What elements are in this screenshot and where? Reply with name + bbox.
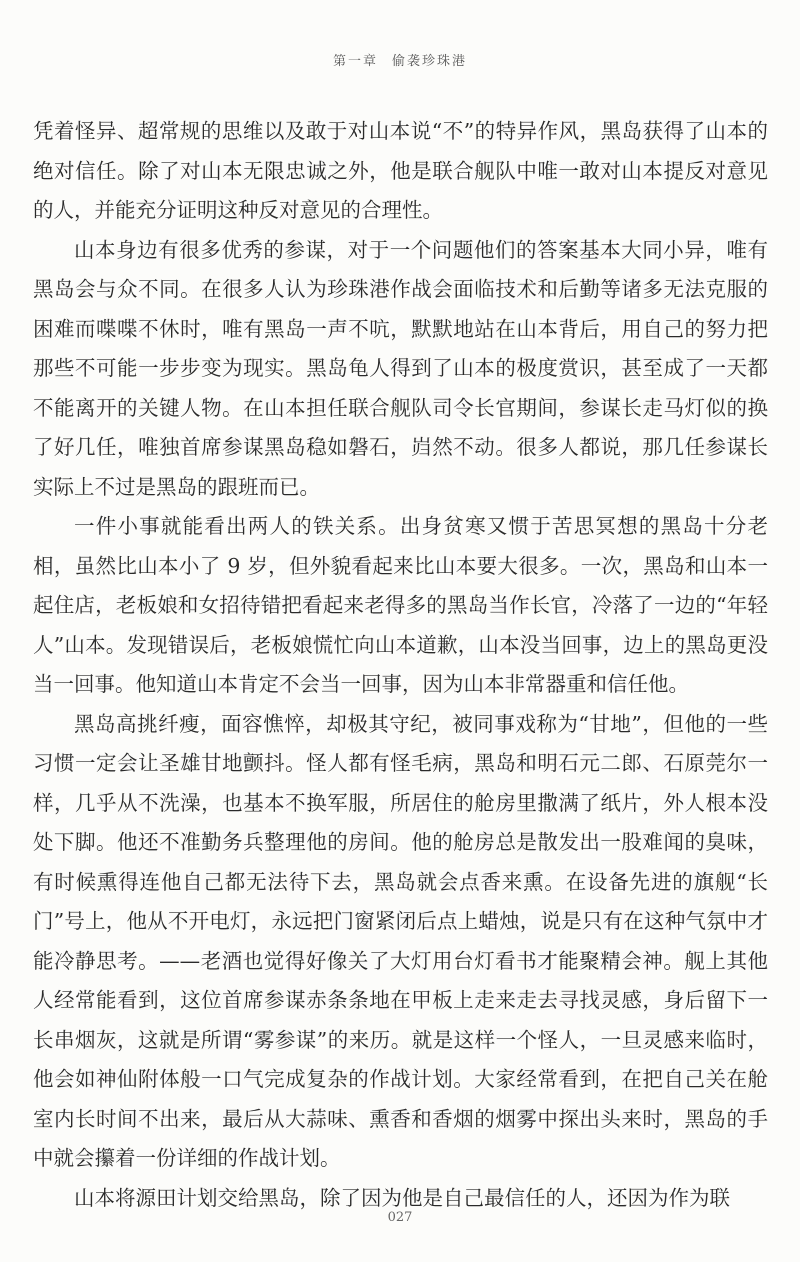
page-number: 027: [387, 1210, 413, 1225]
paragraph: 黑岛高挑纤瘦，面容憔悴，却极其守纪，被同事戏称为“甘地”，但他的一些习惯一定会让圣雄甘地颤抖。怪人都有怪毛病，黑岛和明石元二郎、石原莞尔一样，几乎从不洗澡，也基本不换军服，所居住的舱房里撒满了纸片，外人根本没处下脚。他还不准勤务兵整理他的房间。他的舱房总是散发出一股难闻的臭味，有时候熏得连他自己都无法待下去，黑岛就会点香来熏。在设备先进的旗舰“长门”号上，他从不开电灯，永远把门窗紧闭后点上蜡烛，说是只有在这种气氛中才能冷静思考。——老酒也觉得好像关了大灯用台灯看书才能聚精会神。舰上其他人经常能看到，这位首席参谋赤条条地在甲板上走来走去寻找灵感，身后留下一长串烟灰，这就是所谓“雾参谋”的来历。就是这样一个怪人，一旦灵感来临时，他会如神仙附体般一口气完成复杂的作战计划。大家经常看到，在把自己关在舱室内长时间不出来，最后从大蒜味、熏香和香烟的烟雾中探出头来时，黑岛的手中就会攥着一份详细的作战计划。: [33, 711, 768, 1170]
body-text: [33, 112, 768, 1218]
paragraph: 山本将源田计划交给黑岛，除了因为他是自己最信任的人，还因为作为联: [74, 1185, 730, 1210]
paragraph: 山本身边有很多优秀的参谋，对于一个问题他们的答案基本大同小异，唯有黑岛会与众不同。在很多人认为珍珠港作战会面临技术和后勤等诸多无法克服的困难而喋喋不休时，唯有黑岛一声不吭，默默地站在山本背后，用自己的努力把那些不可能一步步变为现实。黑岛龟人得到了山本的极度赏识，甚至成了一天都不能离开的关键人物。在山本担任联合舰队司令长官期间，参谋长走马灯似的换了好几任，唯独首席参谋黑岛稳如磐石，岿然不动。很多人都说，那几任参谋长实际上不过是黑岛的跟班而已。: [33, 237, 768, 499]
running-header: [0, 50, 800, 69]
paragraph-continuation: 凭着怪异、超常规的思维以及敢于对山本说“不”的特异作风，黑岛获得了山本的绝对信任。除了对山本无限忠诚之外，他是联合舰队中唯一敢对山本提反对意见的人，并能充分证明这种反对意见的合理性。: [33, 119, 768, 222]
paragraph: 一件小事就能看出两人的铁关系。出身贫寒又惯于苦思冥想的黑岛十分老相，虽然比山本小了 9 岁，但外貌看起来比山本要大很多。一次，黑岛和山本一起住店，老板娘和女招待错把看起来老得多的黑岛当作长官，冷落了一边的“年轻人”山本。发现错误后，老板娘慌忙向山本道歉，山本没当回事，边上的黑岛更没当一回事。他知道山本肯定不会当一回事，因为山本非常器重和信任他。: [33, 514, 768, 696]
chapter-title: 偷袭珍珠港: [392, 54, 468, 69]
chapter-label: 第一章: [332, 54, 378, 69]
